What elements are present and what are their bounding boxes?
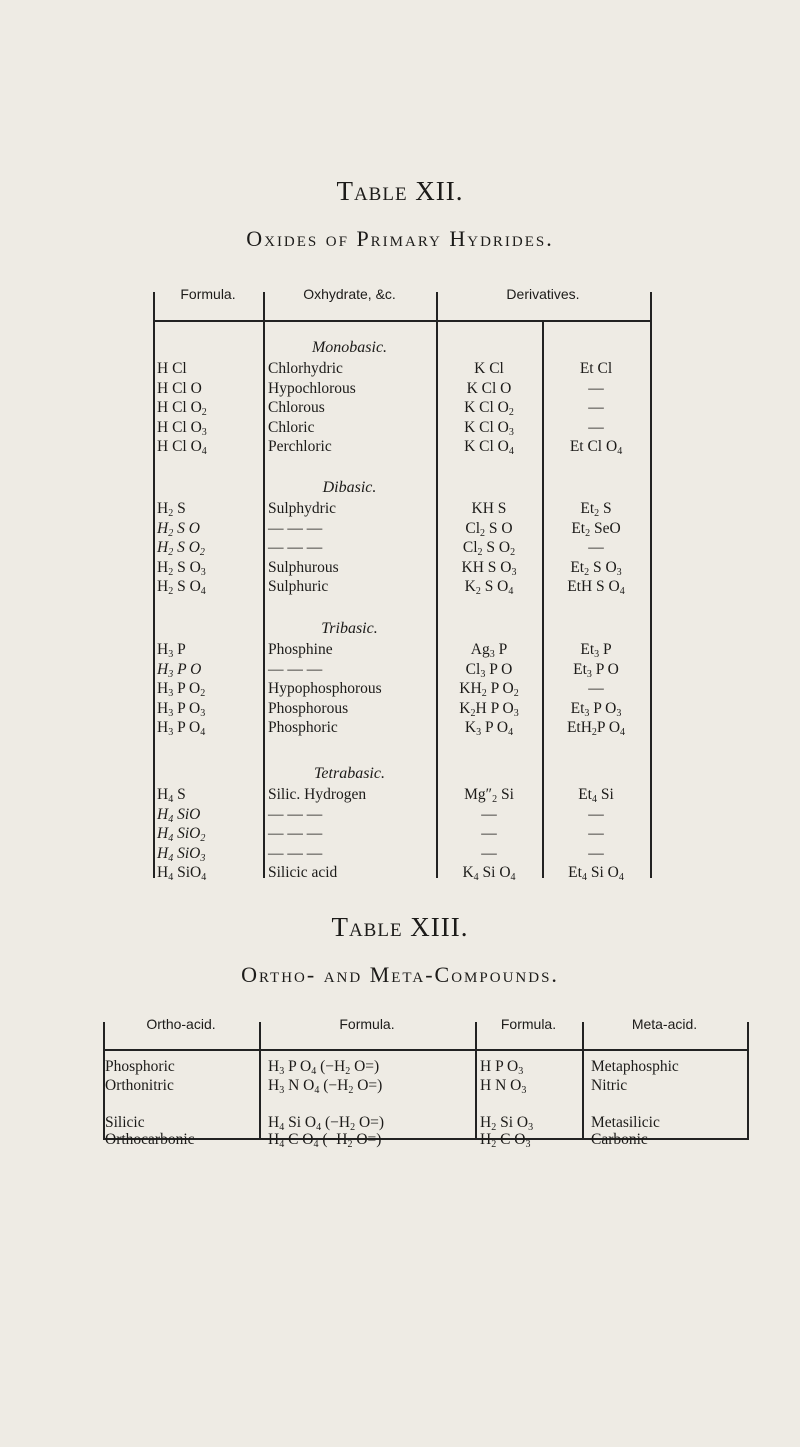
- derivative-cell: K Cl O: [466, 379, 512, 397]
- ortho-formula-cell: $H_4$ C $O_4$ ($-H_2$ O=): [268, 1131, 382, 1150]
- oxhydrate-cell: Hypochlorous: [268, 379, 356, 397]
- derivative-cell: $Et_2$ S $O_3$: [570, 558, 622, 578]
- t12-header-rule: [153, 320, 652, 322]
- t13-header-formula-1: Formula.: [339, 1016, 395, 1032]
- derivative-cell: $Et_3$ P $O_3$: [570, 699, 622, 719]
- oxhydrate-cell: Silic. Hydrogen: [268, 786, 367, 803]
- derivative-cell: $K_4$ Si $O_4$: [462, 864, 516, 884]
- derivative-cell: —: [588, 825, 604, 843]
- ortho-formula-cell: $H_4$ Si $O_4$ ($-H_2$ O=): [268, 1114, 385, 1133]
- t12-vline-left: [153, 292, 155, 878]
- formula-cell: $H_4$ SiO$_2$: [157, 825, 206, 845]
- meta-acid-cell: Carbonic: [591, 1131, 648, 1148]
- formula-cell: H Cl $O_3$: [157, 418, 207, 438]
- formula-cell: $H_3$ P $O_4$: [157, 719, 206, 739]
- oxhydrate-cell: Sulphurous: [268, 558, 339, 576]
- section-heading: Tetrabasic.: [314, 765, 385, 782]
- formula-cell: $H_4$ SiO$_3$: [157, 844, 206, 864]
- oxhydrate-cell: Perchloric: [268, 438, 332, 456]
- t12-header-oxhydrate: Oxhydrate, &c.: [303, 286, 396, 302]
- derivative-cell: —: [588, 379, 604, 397]
- oxhydrate-cell: Hypophosphorous: [268, 680, 382, 698]
- t12-header-derivatives: Derivatives.: [506, 286, 580, 302]
- t13-header-formula-2: Formula.: [500, 1016, 557, 1032]
- oxhydrate-cell: Phosphorous: [268, 699, 349, 717]
- derivative-cell: $Mg''_2$ Si: [464, 786, 514, 805]
- formula-cell: $H_3$ P: [157, 641, 186, 660]
- derivative-cell: KH S $O_3$: [461, 558, 517, 578]
- derivative-cell: $Et_2$ SeO: [571, 519, 621, 539]
- meta-formula-cell: H N $O_3$: [480, 1077, 527, 1096]
- ortho-formula-cell: $H_3$ N $O_4$ ($-H_2$ O=): [268, 1077, 383, 1096]
- oxhydrate-cell: Phosphine: [268, 641, 333, 658]
- derivative-cell: —: [481, 805, 497, 823]
- formula-cell: H Cl $O_2$: [157, 399, 207, 419]
- ortho-acid-cell: Silicic: [105, 1114, 145, 1131]
- derivative-cell: KH S: [471, 500, 507, 517]
- section-heading: Tribasic.: [321, 620, 378, 637]
- derivative-cell: —: [481, 844, 497, 862]
- formula-cell: $H_3$ P $O_2$: [157, 680, 206, 700]
- t13-vline-3: [582, 1022, 584, 1140]
- derivative-cell: EtH S $O_4$: [567, 578, 625, 598]
- derivative-cell: $Cl_2$ S $O_2$: [462, 539, 516, 559]
- oxhydrate-cell: — — —: [268, 519, 323, 537]
- table-12-title: Table XII.: [336, 176, 464, 206]
- oxhydrate-cell: — — —: [268, 825, 323, 843]
- meta-acid-cell: Metaphosphic: [591, 1058, 679, 1075]
- ortho-formula-cell: $H_3$ P $O_4$ ($-H_2$ O=): [268, 1058, 380, 1077]
- derivative-cell: $Ag_3$ P: [470, 641, 508, 660]
- oxhydrate-cell: Chlorous: [268, 399, 325, 417]
- ortho-acid-cell: Phosphoric: [105, 1058, 175, 1075]
- oxhydrate-cell: — — —: [268, 844, 323, 862]
- t13-header-ortho: Ortho-acid.: [146, 1016, 216, 1032]
- derivative-cell: $Et_3$ P O: [573, 660, 619, 680]
- t12-vline-1: [263, 292, 265, 878]
- t13-vline-right: [747, 1022, 749, 1140]
- derivative-cell: EtH$_2$P $O_4$: [566, 719, 626, 739]
- formula-cell: $H_3$ P $O_3$: [157, 699, 206, 719]
- oxhydrate-cell: Chlorhydric: [268, 360, 343, 377]
- formula-cell: $H_4$ SiO: [157, 805, 201, 825]
- t13-vline-2: [475, 1022, 477, 1140]
- formula-cell: $H_2$ S: [157, 500, 186, 519]
- formula-cell: $H_3$ P O: [157, 660, 202, 680]
- oxhydrate-cell: Chloric: [268, 418, 315, 436]
- derivative-cell: K Cl $O_2$: [464, 399, 514, 419]
- t13-header-meta: Meta-acid.: [631, 1016, 698, 1032]
- derivative-cell: $K_2$ S $O_4$: [464, 578, 514, 598]
- formula-cell: $H_2$ S $O_4$: [157, 578, 206, 598]
- derivative-cell: —: [588, 805, 604, 823]
- oxhydrate-cell: Sulphuric: [268, 578, 329, 596]
- table-13-subtitle: Ortho- and Meta-Compounds.: [241, 962, 559, 987]
- derivative-cell: K Cl: [474, 360, 504, 377]
- meta-formula-cell: H P $O_3$: [480, 1058, 524, 1077]
- oxhydrate-cell: — — —: [268, 660, 323, 678]
- derivative-cell: —: [588, 539, 604, 557]
- oxhydrate-cell: Silicic acid: [268, 864, 338, 882]
- derivative-cell: Et Cl $O_4$: [569, 438, 623, 458]
- ortho-acid-cell: Orthonitric: [105, 1077, 174, 1094]
- table-13-title: Table XIII.: [331, 912, 469, 942]
- formula-cell: $H_4$ SiO$_4$: [157, 864, 207, 884]
- formula-cell: $H_2$ S $O_2$: [157, 539, 205, 559]
- meta-formula-cell: $H_2$ C $O_3$: [480, 1131, 531, 1150]
- t13-bottom-rule: [103, 1138, 749, 1140]
- derivative-cell: —: [481, 825, 497, 843]
- formula-cell: H Cl $O_4$: [157, 438, 207, 458]
- derivative-cell: $K_3$ P $O_4$: [464, 719, 514, 739]
- formula-cell: H Cl: [157, 360, 187, 377]
- section-heading: Monobasic.: [311, 339, 388, 356]
- meta-acid-cell: Nitric: [591, 1077, 628, 1094]
- formula-cell: $H_4$ S: [157, 786, 186, 805]
- meta-acid-cell: Metasilicic: [591, 1114, 660, 1131]
- derivative-cell: $Cl_2$ S O: [465, 519, 513, 539]
- derivative-cell: $Et_2$ S: [580, 500, 612, 519]
- derivative-cell: —: [588, 844, 604, 862]
- derivative-cell: $K_2H$ P $O_3$: [459, 699, 519, 719]
- oxhydrate-cell: Sulphydric: [268, 500, 337, 517]
- derivative-cell: Et Cl: [579, 360, 613, 377]
- meta-formula-cell: $H_2$ Si $O_3$: [480, 1114, 534, 1133]
- formula-cell: H Cl O: [157, 379, 202, 397]
- derivative-cell: $Cl_3$ P O: [465, 660, 513, 680]
- derivative-cell: —: [588, 680, 604, 698]
- derivative-cell: $Et_4$ Si: [578, 786, 614, 805]
- derivative-cell: $Et_3$ P: [580, 641, 612, 660]
- derivative-cell: $Et_4$ Si $O_4$: [568, 864, 624, 884]
- derivative-cell: —: [588, 418, 604, 436]
- oxhydrate-cell: Phosphoric: [268, 719, 338, 737]
- derivative-cell: $KH_2$ P $O_2$: [459, 680, 519, 700]
- t13-vline-1: [259, 1022, 261, 1140]
- table-12-subtitle: Oxides of Primary Hydrides.: [246, 226, 554, 251]
- derivative-cell: K Cl $O_4$: [464, 438, 514, 458]
- derivative-cell: K Cl $O_3$: [464, 418, 514, 438]
- oxhydrate-cell: — — —: [268, 805, 323, 823]
- section-heading: Dibasic.: [322, 479, 377, 496]
- t12-header-formula: Formula.: [180, 286, 236, 302]
- derivative-cell: —: [588, 399, 604, 417]
- oxhydrate-cell: — — —: [268, 539, 323, 557]
- t13-header-rule: [103, 1049, 749, 1051]
- formula-cell: $H_2$ S O: [157, 519, 200, 539]
- ortho-acid-cell: Orthocarbonic: [105, 1131, 195, 1148]
- t12-vline-right: [650, 292, 652, 878]
- formula-cell: $H_2$ S $O_3$: [157, 558, 206, 578]
